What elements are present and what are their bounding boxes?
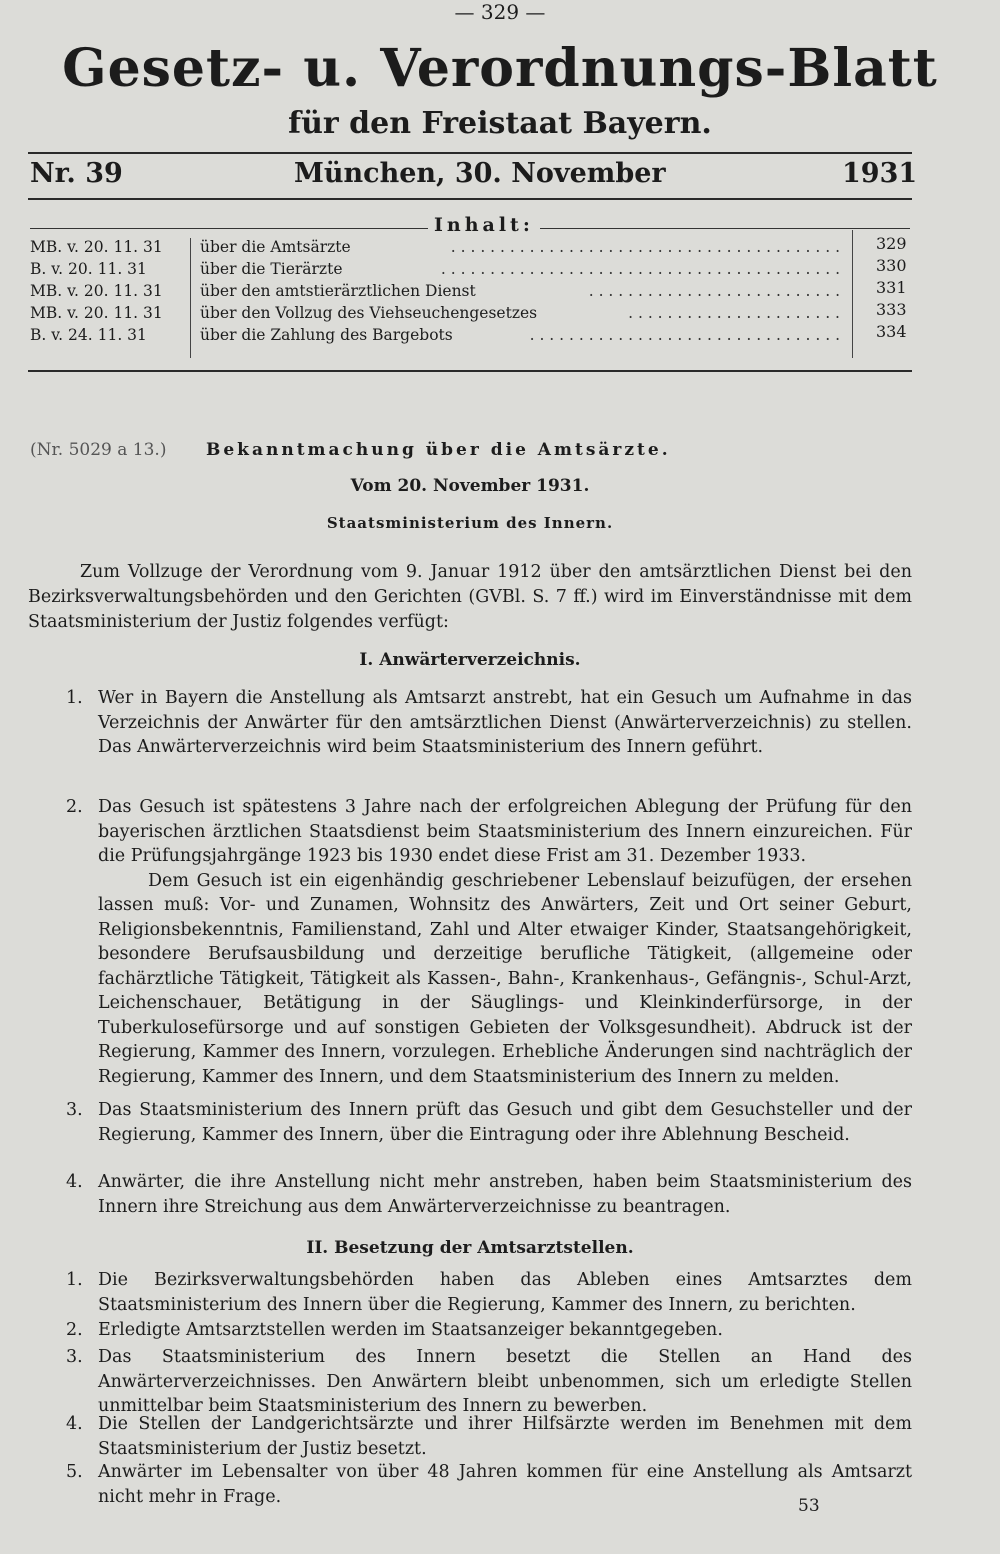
announcement-date: Vom 20. November 1931. bbox=[350, 476, 590, 496]
announcement-intro: Zum Vollzuge der Verordnung vom 9. Januar 1912 über den amtsärztlichen Dienst bei den Bezirksverwaltungsbehörden und den Gerichten (GVBl. S. 7 ff.) wird im Einverständnisse mit dem Staatsministerium der Justiz folgendes verfügt: bbox=[28, 562, 912, 632]
item-number: 1. bbox=[66, 1270, 83, 1290]
item-text: Anwärter im Lebensalter von über 48 Jahren kommen für eine Anstellung als Amtsarzt nicht mehr in Frage. bbox=[98, 1462, 912, 1507]
item-number: 3. bbox=[66, 1347, 83, 1367]
item-text: Die Bezirksverwaltungsbehörden haben das Ableben eines Amtsarztes dem Staatsministerium des Innern über die Regierung, Kammer des Innern, zu berichten. bbox=[98, 1270, 912, 1315]
section1-item bbox=[66, 795, 912, 1089]
toc-entry-ref: B. v. 24. 11. 31 bbox=[30, 326, 147, 344]
item-text: Wer in Bayern die Anstellung als Amtsarzt anstrebt, hat ein Gesuch um Aufnahme in das Verzeichnis der Anwärter für den amtsärztlichen Dienst (Anwärterverzeichnis) zu stellen. Das Anwärterverzeichnis wird beim Staatsministerium des Innern geführt. bbox=[98, 688, 912, 757]
item-number: 5. bbox=[66, 1462, 83, 1482]
section2-item bbox=[66, 1460, 912, 1509]
section1-item bbox=[66, 1170, 912, 1219]
announcement-title: Bekanntmachung über die Amtsärzte. bbox=[206, 440, 671, 460]
item-text: Das Staatsministerium des Innern besetzt die Stellen an Hand des Anwärterverzeichnisses. Den Anwärtern bleibt unbenommen, sich um erledigte Stellen unmittelbar beim Staatsministerium des Innern zu bewerben. bbox=[98, 1347, 912, 1416]
item-number: 4. bbox=[66, 1414, 83, 1434]
toc-entry-title: über die Tierärzte bbox=[200, 260, 343, 278]
section2-item bbox=[66, 1412, 912, 1461]
place-date: München, 30. November bbox=[294, 158, 666, 189]
toc-heading: Inhalt: bbox=[428, 214, 540, 236]
section1-item bbox=[66, 1098, 912, 1147]
issue-number: Nr. 39 bbox=[30, 158, 123, 189]
toc-leader-dots: . . . . . . . . . . . . . . . . . . . . . . . . . . . . . . . . . . . . . . . . . bbox=[440, 260, 840, 278]
item-number: 3. bbox=[66, 1100, 83, 1120]
toc-entry-page: 329 bbox=[876, 234, 907, 253]
toc-entry bbox=[30, 322, 910, 348]
toc-entry-title: über den Vollzug des Viehseuchengesetzes bbox=[200, 304, 538, 322]
item-text: Das Staatsministerium des Innern prüft das Gesuch und gibt dem Gesuchsteller und der Regierung, Kammer des Innern, über die Eintragung oder ihre Ablehnung Bescheid. bbox=[98, 1100, 912, 1145]
gazette-title: Gesetz- u. Verordnungs-Blatt bbox=[62, 38, 938, 99]
header-divider bbox=[28, 152, 912, 154]
item-text: Das Gesuch ist spätestens 3 Jahre nach der erfolgreichen Ablegung der Prüfung für den bayerischen ärztlichen Staatsdienst beim Staatsministerium des Innern einzureichen. Für die Prüfungsjahrgänge 1923 bis 1930 endet diese Frist am 31. Dezember 1933. bbox=[98, 797, 912, 866]
item-number: 4. bbox=[66, 1172, 83, 1192]
item-number: 2. bbox=[66, 1320, 83, 1340]
toc-entry bbox=[30, 234, 910, 260]
toc-entry-page: 331 bbox=[876, 278, 907, 297]
toc-entry-ref: B. v. 20. 11. 31 bbox=[30, 260, 147, 278]
item-number: 2. bbox=[66, 797, 83, 817]
gazette-subtitle: für den Freistaat Bayern. bbox=[288, 106, 712, 141]
section-heading-2: II. Besetzung der Amtsarztstellen. bbox=[306, 1238, 634, 1258]
section2-item bbox=[66, 1345, 912, 1419]
toc-entry-ref: MB. v. 20. 11. 31 bbox=[30, 282, 163, 300]
item-number: 1. bbox=[66, 688, 83, 708]
section1-item bbox=[66, 686, 912, 760]
toc-entry-ref: MB. v. 20. 11. 31 bbox=[30, 238, 163, 256]
toc-leader-dots: . . . . . . . . . . . . . . . . . . . . . . . . . . . . . . . . bbox=[529, 326, 840, 344]
toc-leader-dots: . . . . . . . . . . . . . . . . . . . . . . . . . . bbox=[588, 282, 840, 300]
toc-entry-page: 334 bbox=[876, 322, 907, 341]
page-number-top: — 329 — bbox=[454, 0, 546, 24]
section2-item bbox=[66, 1268, 912, 1317]
toc-leader-dots: . . . . . . . . . . . . . . . . . . . . . . bbox=[628, 304, 840, 322]
toc-entry-title: über die Amtsärzte bbox=[200, 238, 351, 256]
toc-entry-page: 330 bbox=[876, 256, 907, 275]
item-paragraph: Dem Gesuch ist ein eigenhändig geschriebener Lebenslauf beizufügen, der ersehen lassen muß: Vor- und Zunamen, Wohnsitz des Anwärters, Zeit und Ort seiner Geburt, Religionsbekenntnis, Familienstand, Zahl und Alter etwaiger Kinder, Staatsangehörigkeit, besondere Berufsausbildung und derzeitige berufliche Tätigkeit, (allgemeine oder fachärztliche Tätigkeit, Tätigkeit als Kassen-, Bahn-, Krankenhaus-, Gefängnis-, Schul-Arzt, Leichenschauer, Betätigung in der Säuglings- und Kleinkinderfürsorge, in der Tuberkulosefürsorge und auf sonstigen Gebieten der Volksgesundheit). Abdruck ist der Regierung, Kammer des Innern, vorzulegen. Erhebliche Änderungen sind nachträglich der Regierung, Kammer des Innern, und dem Staatsministerium des Innern zu melden. bbox=[98, 870, 912, 1087]
toc-leader-dots: . . . . . . . . . . . . . . . . . . . . . . . . . . . . . . . . . . . . . . . . bbox=[450, 238, 840, 256]
page-number-bottom: 53 bbox=[798, 1496, 820, 1516]
section-heading-1: I. Anwärterverzeichnis. bbox=[359, 650, 581, 670]
toc-entry-title: über die Zahlung des Bargebots bbox=[200, 326, 453, 344]
toc-entry bbox=[30, 256, 910, 282]
toc-entry-title: über den amtstierärztlichen Dienst bbox=[200, 282, 476, 300]
announcement-ref: (Nr. 5029 a 13.) bbox=[30, 440, 167, 460]
toc-entry bbox=[30, 278, 910, 304]
issue-divider bbox=[28, 198, 912, 200]
toc-entry bbox=[30, 300, 910, 326]
item-text: Die Stellen der Landgerichtsärzte und ihrer Hilfsärzte werden im Benehmen mit dem Staatsministerium der Justiz besetzt. bbox=[98, 1414, 912, 1459]
toc-entry-ref: MB. v. 20. 11. 31 bbox=[30, 304, 163, 322]
announcement-ministry: Staatsministerium des Innern. bbox=[326, 514, 614, 532]
item-text: Erledigte Amtsarztstellen werden im Staatsanzeiger bekanntgegeben. bbox=[98, 1320, 723, 1340]
section2-item bbox=[66, 1318, 912, 1343]
issue-year: 1931 bbox=[842, 158, 918, 189]
toc-bottom-rule bbox=[28, 370, 912, 372]
toc-entry-page: 333 bbox=[876, 300, 907, 319]
item-text: Anwärter, die ihre Anstellung nicht mehr anstreben, haben beim Staatsministerium des Innern ihre Streichung aus dem Anwärterverzeichnisse zu beantragen. bbox=[98, 1172, 912, 1217]
